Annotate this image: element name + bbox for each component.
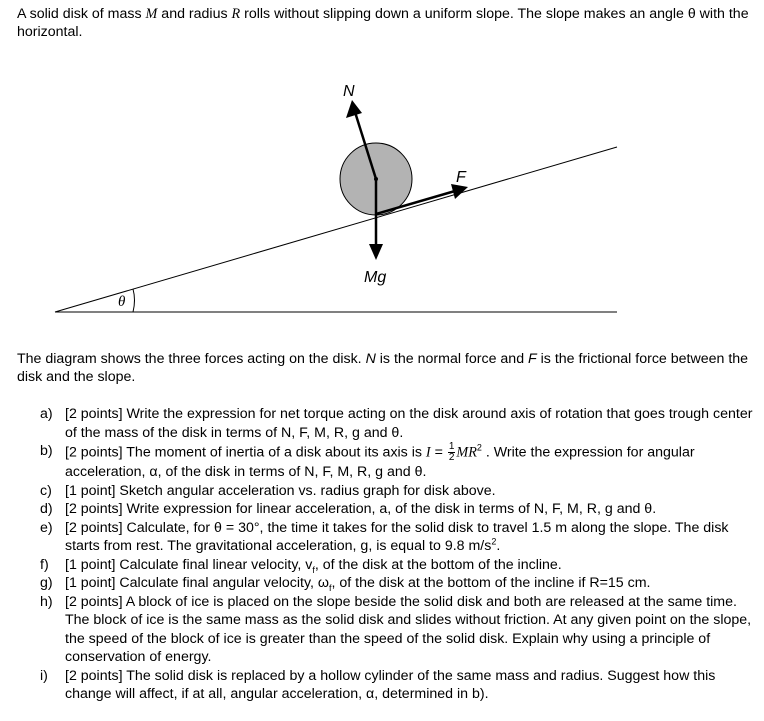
var-MR: MR — [456, 444, 477, 461]
square-exponent: 2 — [476, 442, 482, 453]
square-exponent: 2 — [491, 536, 497, 547]
angle-arc — [133, 289, 135, 312]
question-label: d) — [40, 501, 53, 517]
diagram-description — [17, 351, 752, 386]
question-label: f) — [40, 556, 49, 573]
question-text: [2 points] The solid disk is replaced by a hollow cylinder of the same mass and radius. Suggest how this change will affect, if at all, angular acceleration, α, determined in b). — [65, 667, 716, 702]
question-h — [40, 593, 755, 667]
question-list — [40, 405, 755, 704]
question-text: [1 point] Calculate final linear velocity, v — [65, 556, 313, 573]
question-i — [40, 667, 755, 704]
question-text: [2 points] The moment of inertia of a disk about its axis is — [65, 444, 426, 461]
fraction-denominator: 2 — [448, 452, 455, 463]
question-a — [40, 405, 755, 442]
question-text: [2 points] Write the expression for net torque acting on the disk around axis of rotation that goes trough center of the mass of the disk in terms of N, F, M, R, g and θ. — [65, 406, 753, 441]
intro-text: A solid disk of mass — [17, 6, 146, 22]
question-c — [40, 482, 755, 501]
F-label: F — [456, 169, 466, 186]
subscript-f: f — [312, 564, 315, 575]
Mg-label: Mg — [364, 269, 387, 286]
var-R: R — [231, 6, 241, 22]
question-label: e) — [40, 519, 53, 536]
question-text: [1 point] Sketch angular acceleration vs. radius graph for disk above. — [65, 482, 496, 499]
question-label: b) — [40, 443, 53, 459]
question-text: [2 points] Write expression for linear acceleration, a, of the disk in terms of N, F, M, R, g and θ. — [65, 501, 657, 517]
var-M: M — [145, 6, 158, 22]
normal-force-arrowhead — [346, 100, 362, 118]
question-b — [40, 442, 755, 482]
question-text: , of the disk at the bottom of the incline. — [314, 556, 562, 573]
question-text: , of the disk at the bottom of the incline if R=15 cm. — [331, 575, 651, 591]
question-text: [2 points] A block of ice is placed on the slope beside the solid disk and both are released at the same time. The block of ice is the same mass as the solid disk and slides without friction. At any given point on the slope, the speed of the block of ice is greater than the speed of the solid disk. Explain why using a principle of conservation of energy. — [65, 593, 752, 665]
theta-label: θ — [118, 294, 126, 310]
desc-text: is the normal force and — [375, 351, 529, 367]
question-text: [2 points] Calculate, for θ = 30°, the time it takes for the solid disk to travel 1.5 m along the slope. The disk starts from rest. The gravitational acceleration, g, is equal to 9.8 m/s — [65, 519, 729, 554]
incline-diagram — [0, 0, 764, 345]
fraction-one-half — [448, 442, 456, 463]
question-label: h) — [40, 593, 53, 610]
desc-text: The diagram shows the three forces acting on the disk. — [17, 351, 366, 367]
var-I: I — [425, 444, 431, 461]
var-F: F — [528, 351, 537, 367]
slope-line — [55, 147, 617, 312]
equals-sign: = — [430, 444, 447, 461]
question-text: . Write the expression for angular acceleration, α, of the disk in terms of N, F, M, R, g and θ. — [65, 444, 695, 480]
subscript-f: f — [328, 582, 332, 593]
fraction-numerator: 1 — [448, 441, 455, 452]
desc-text: is the frictional force between the disk and the slope. — [17, 351, 749, 385]
question-text: . — [496, 538, 501, 554]
question-g — [40, 574, 755, 593]
question-label: i) — [40, 667, 48, 684]
question-label: a) — [40, 406, 53, 422]
N-label: N — [343, 83, 355, 100]
question-label: g) — [40, 575, 53, 591]
intro-text: and radius — [157, 6, 232, 22]
weight-arrowhead — [369, 244, 383, 260]
question-e — [40, 519, 755, 556]
intro-text: rolls without slipping down a uniform slope. The slope makes an angle θ with the horizontal. — [17, 6, 749, 40]
question-label: c) — [40, 482, 52, 499]
var-N: N — [365, 351, 376, 367]
question-text: [1 point] Calculate final angular velocity, ω — [65, 575, 329, 591]
question-f — [40, 556, 755, 575]
question-d — [40, 500, 755, 519]
